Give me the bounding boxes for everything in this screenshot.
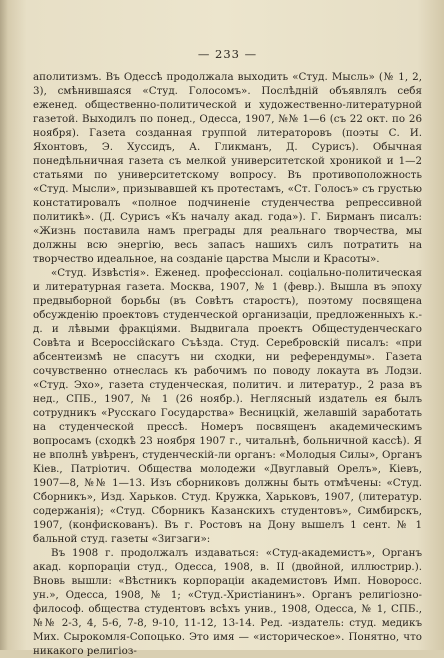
- page-edge-shadow: [0, 0, 8, 650]
- paragraph-1: аполитизмъ. Въ Одессѣ продолжала выходить «Студ. Мысль» (№ 1, 2, 3), смѣнившаяся «Студ. Голосомъ». Послѣдній объявлялъ себя еженед. общественно-политической и художественно-литературной газетой. Выходилъ по понед., Одесса, 1907, №№ 1—6 (съ 22 окт. по 26 ноября). Газета созданная группой литераторовъ (поэты С. И. Яхонтовъ, Э. Хуссидъ, А. Гликманъ, Д. Сурисъ). Обычная понедѣльничная газета съ мелкой университетской хроникой и 1—2 статьями по университетскому вопросу. Въ противоположность «Студ. Мысли», призывавшей къ протестамъ, «Ст. Голосъ» съ грустью констатировалъ «полное подчиненіе студенчества репрессивной политикѣ». (Д. Сурисъ «Къ началу акад. года»). Г. Бирманъ писалъ: «Жизнь поставила намъ преграды для реальнаго творчества, мы должны всю энергію, весь запасъ нашихъ силъ потратить на творчество идеальное, на созданіе царства Мысли и Красоты».: [33, 71, 422, 265]
- page-number: — 233 —: [197, 47, 258, 61]
- paragraph-3: Въ 1908 г. продолжалъ издаваться: «Студ-академистъ», Органъ акад. корпораціи студ., Одесса, 1908, в. II (двойной, иллюстрир.). Вновь вышли: «Вѣстникъ корпораціи академистовъ Имп. Новоросс. ун.», Одесса, 1908, № 1; «Студ.-Христіанинъ». Органъ религіозно-философ. общества студентовъ всѣхъ унив., 1908, Одесса, № 1, СПБ., №№ 2-3, 4, 5-6, 7-8, 9-10, 11-12, 13-14. Ред. -издатель: студ. медикъ Мих. Сырокомля-Сопоцько. Это имя — «историческое». Понятно, что никакого религіоз-: [33, 547, 422, 657]
- page-body: [33, 70, 422, 658]
- paragraph-2: «Студ. Извѣстія». Еженед. профессіонал. соціально-политическая и литературная газета. Москва, 1907, № 1 (февр.). Вышла въ эпоху предвыборной борьбы (въ Совѣтъ старостъ), поэтому посвящена обсужденію проектовъ студенческой организаціи, предложенныхъ к.-д. и лѣвыми фракціями. Выдвигала проектъ Общестуденческаго Совѣта и Всероссійскаго Съѣзда. Студ. Серебровскій писалъ: «при абсентеизмѣ не спасутъ ни сходки, ни референдумы». Газета сочувственно отнеслась къ рабочимъ по поводу локаута въ Лодзи. «Студ. Эхо», газета студенческая, политич. и литератур., 2 раза въ нед., СПБ., 1907, № 1 (26 ноябр.). Неглясный издатель ея былъ сотрудникъ «Русскаго Государства» Весницкій, желавшій заработать на студенческой прессѣ. Номеръ посвященъ академическимъ вопросамъ (сходкѣ 23 ноября 1907 г., читальнѣ, больничной кассѣ). Я не вполнѣ увѣренъ, студенческій-ли органъ: «Молодыя Силы», Органъ Кіев., Патріотич. Общества молодежи «Двуглавый Орелъ», Кіевъ, 1907—8, №№ 1—13. Изъ сборниковъ должны быть отмѣчены: «Студ. Сборникъ», Изд. Харьков. Студ. Кружка, Харьковъ, 1907, (литератур. содержанія); «Студ. Сборникъ Казанскихъ студентовъ», Симбирскъ, 1907, (конфискованъ). Въ г. Ростовъ на Дону вышелъ 1 сент. № 1 бальной студ. газеты «Зигзаги»:: [33, 267, 422, 545]
